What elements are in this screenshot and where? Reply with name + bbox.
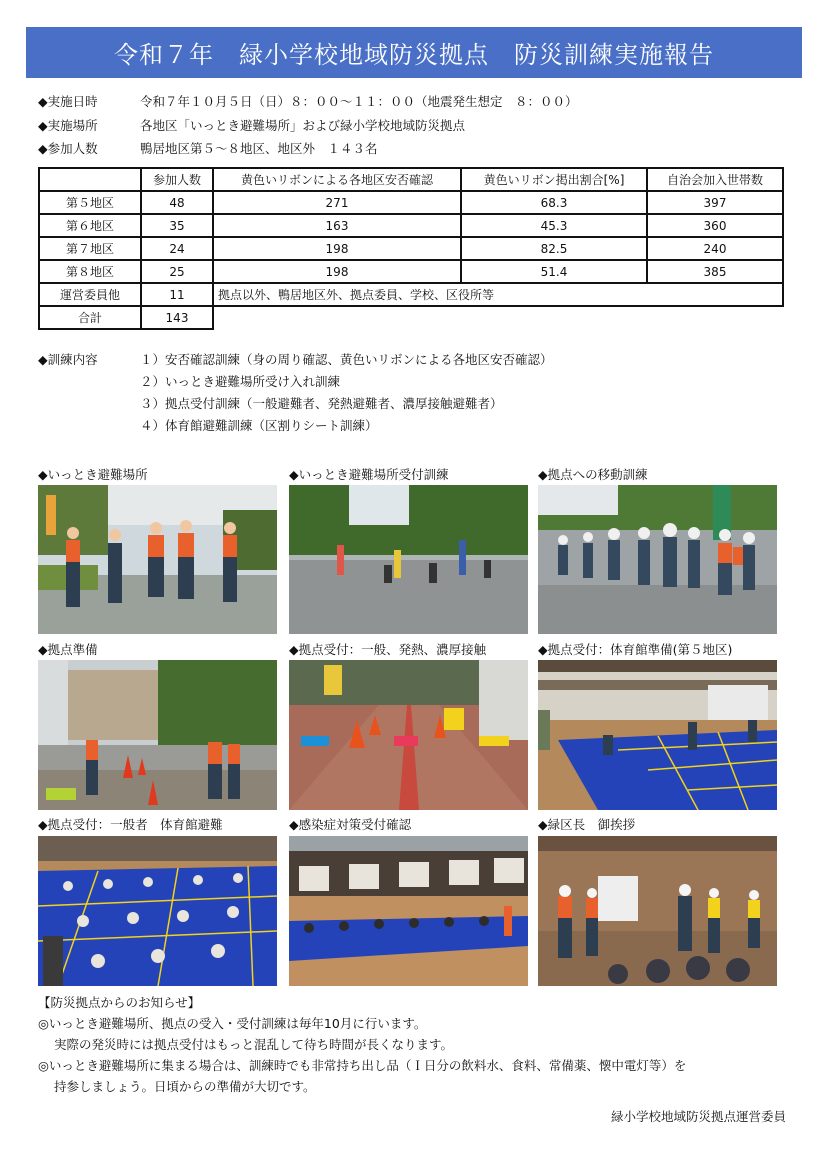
photo-caption: ◆拠点への移動訓練 — [538, 467, 648, 482]
table-cell: 第８地区 — [39, 260, 141, 283]
table-cell: 385 — [647, 260, 783, 283]
photo-gym-evacuation — [38, 836, 277, 986]
table-cell: 198 — [213, 260, 461, 283]
photo-base-reception-lanes — [289, 660, 528, 810]
photo-moving-training — [538, 485, 777, 634]
info-date-value: 令和７年１０月５日（日）８：００～１１：００（地震発生想定 ８：００） — [140, 94, 578, 109]
table-cell: 82.5 — [461, 237, 647, 260]
table-cell: 360 — [647, 214, 783, 237]
table-cell: 143 — [141, 306, 213, 329]
table-cell: 運営委員他 — [39, 283, 141, 306]
notice-line: ◎いっとき避難場所、拠点の受入・受付訓練は毎年10月に行います。 — [38, 1016, 427, 1031]
notice-section — [38, 992, 686, 1097]
table-header-cell: 黄色いリボンによる各地区安否確認 — [213, 168, 461, 191]
table-cell: 第５地区 — [39, 191, 141, 214]
training-item: ２）いっとき避難場所受け入れ訓練 — [140, 374, 341, 389]
notice-heading: 【防災拠点からのお知らせ】 — [38, 995, 201, 1010]
photo-caption: ◆感染症対策受付確認 — [289, 817, 412, 832]
info-date-label: ◆実施日時 — [38, 94, 98, 109]
table-cell: 第６地区 — [39, 214, 141, 237]
table-header-cell: 自治会加入世帯数 — [647, 168, 783, 191]
table-cell: 25 — [141, 260, 213, 283]
info-date — [38, 93, 578, 111]
table-cell: 合計 — [39, 306, 141, 329]
photo-caption: ◆拠点受付：一般、発熱、濃厚接触 — [289, 642, 487, 657]
training-section — [38, 349, 553, 437]
table-cell: 198 — [213, 237, 461, 260]
table-cell: 45.3 — [461, 214, 647, 237]
table-cell: 第７地区 — [39, 237, 141, 260]
info-place — [38, 117, 465, 135]
photo-caption: ◆緑区長 御挨拶 — [538, 817, 636, 832]
table-cell: 68.3 — [461, 191, 647, 214]
photo-caption: ◆いっとき避難場所受付訓練 — [289, 467, 449, 482]
notice-line: ◎いっとき避難場所に集まる場合は、訓練時でも非常持ち出し品（Ｉ日分の飲料水、食料、常備薬、懐中電灯等）を — [38, 1058, 687, 1073]
training-item: ３）拠点受付訓練（一般避難者、発熱避難者、濃厚接触避難者） — [140, 396, 503, 411]
table-header-cell: 参加人数 — [141, 168, 213, 191]
photo-ward-mayor-greeting — [538, 836, 777, 986]
footer-committee: 緑小学校地域防災拠点運営委員 — [610, 1109, 786, 1124]
training-label: ◆訓練内容 — [38, 352, 98, 367]
table-cell: 397 — [647, 191, 783, 214]
table-cell: 271 — [213, 191, 461, 214]
table-row-total — [39, 306, 783, 329]
notice-line: 実際の発災時には拠点受付はもっと混乱して待ち時間が長くなります。 — [54, 1037, 454, 1052]
info-place-value: 各地区「いっとき避難場所」および緑小学校地域防災拠点 — [140, 118, 466, 133]
photo-evacuation-reception — [289, 485, 528, 634]
table-cell-empty — [213, 306, 783, 329]
photo-caption: ◆拠点準備 — [38, 642, 98, 657]
table-header-cell — [39, 168, 141, 191]
table-cell: 51.4 — [461, 260, 647, 283]
table-cell-note: 拠点以外、鴨居地区外、拠点委員、学校、区役所等 — [213, 283, 783, 306]
table-cell: 35 — [141, 214, 213, 237]
photo-base-preparation — [38, 660, 277, 810]
page-title: 令和７年 緑小学校地域防災拠点 防災訓練実施報告 — [26, 27, 802, 78]
info-participants-value: 鴨居地区第５～８地区、地区外 １４３名 — [140, 141, 378, 156]
training-item: ４）体育館避難訓練（区割りシート訓練） — [140, 418, 378, 433]
table-row — [39, 260, 783, 283]
table-header-cell: 黄色いリボン掲出割合[%] — [461, 168, 647, 191]
table-row-others — [39, 283, 783, 306]
photo-caption: ◆拠点受付：体育館準備(第５地区) — [538, 642, 733, 657]
table-row — [39, 191, 783, 214]
notice-line: 持参しましょう。日頃からの準備が大切です。 — [54, 1079, 316, 1094]
photo-caption: ◆拠点受付：一般者 体育館避難 — [38, 817, 223, 832]
table-cell: 163 — [213, 214, 461, 237]
training-item: １）安否確認訓練（身の周り確認、黄色いリボンによる各地区安否確認） — [140, 352, 553, 367]
photo-infection-control — [289, 836, 528, 986]
info-participants-label: ◆参加人数 — [38, 141, 98, 156]
table-header-row — [39, 168, 783, 191]
photo-evacuation-site — [38, 485, 277, 634]
table-row — [39, 214, 783, 237]
table-cell: 48 — [141, 191, 213, 214]
photo-caption: ◆いっとき避難場所 — [38, 467, 148, 482]
table-cell: 240 — [647, 237, 783, 260]
table-cell: 24 — [141, 237, 213, 260]
info-place-label: ◆実施場所 — [38, 118, 98, 133]
photo-gym-preparation — [538, 660, 777, 810]
participation-table — [38, 167, 784, 330]
info-participants — [38, 140, 378, 158]
table-row — [39, 237, 783, 260]
table-cell: 11 — [141, 283, 213, 306]
